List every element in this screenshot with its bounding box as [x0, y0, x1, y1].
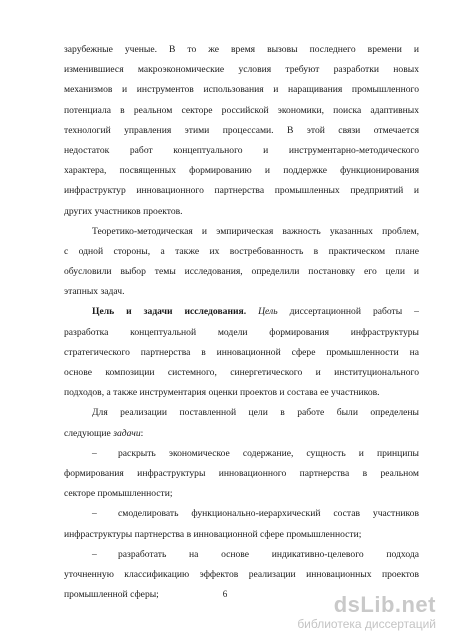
text-line: Для реализации поставленной цели в работе были определены [92, 407, 419, 419]
goal-heading-line [64, 302, 419, 322]
text-line: подходов, а также инструментария оценки проектов и состава ее участников. [64, 387, 380, 399]
text-line: обусловили выбор темы исследования, определили постановку его цели и [64, 266, 419, 278]
text-line: механизмов и инструментов использования и наращивания промышленного [64, 84, 419, 96]
text-line: других участников проектов. [64, 205, 183, 217]
tasks-label: задачи [113, 427, 141, 439]
goal-label: Цель [258, 306, 278, 318]
text-line: потенциала в реальном секторе российской экономики, поиска адаптивных [64, 104, 419, 116]
task-text: раскрыть экономическое содержание, сущность и принципы [118, 447, 419, 459]
dash-marker: – [92, 447, 97, 459]
text-line: недостаток работ концептуального и инструментарно-методического [64, 144, 419, 156]
task-item-first-line [64, 504, 419, 524]
text-line: зарубежные ученые. В то же время вызовы последнего времени и [64, 44, 419, 55]
text-line: с одной стороны, а также их востребованность в практическом плане [64, 245, 419, 257]
goal-heading: Цель и задачи исследования. [92, 306, 247, 318]
tasks-intro-suffix: : [140, 427, 144, 439]
dash-marker: – [92, 548, 97, 560]
text-line: характера, посвященных формированию и поддержке функционирования [64, 165, 419, 177]
watermark-logo: dsLib.net [333, 592, 436, 617]
body-text [64, 40, 419, 605]
text-line: уточненную классификацию эффектов реализации инновационных проектов [64, 568, 419, 580]
task-item-first-line [64, 545, 419, 565]
goal-text: диссертационной работы – [289, 306, 419, 318]
task-item-first-line [64, 444, 419, 464]
text-line: инфраструктуры партнерства в инновационной сфере промышленности; [64, 528, 362, 540]
task-text: разработать на основе индикативно-целевого подхода [118, 548, 419, 560]
text-line: стратегического партнерства в инновационной сфере промышленности на [64, 346, 419, 358]
text-line: секторе промышленности; [64, 488, 173, 500]
text-line: промышленной сферы; [64, 589, 159, 601]
text-line: разработка концептуальной модели формирования инфраструктуры [64, 326, 419, 338]
dash-marker: – [92, 508, 97, 520]
tasks-intro-prefix: следующие [64, 427, 111, 439]
page-number: 6 [222, 589, 228, 599]
text-line: формирования инфраструктуры инновационного партнерства в реальном [64, 467, 419, 479]
tasks-intro-line [64, 424, 419, 444]
text-line: инфраструктур инновационного партнерства промышленных предприятий и [64, 185, 419, 197]
task-text: смоделировать функционально-иерархический состав участников [118, 508, 419, 520]
text-line: Теоретико-методическая и эмпирическая важность указанных проблем, [92, 225, 419, 237]
text-line: основе композиции системного, синергетического и институционального [64, 367, 419, 378]
text-line: этапных задач. [64, 286, 125, 298]
text-line: изменившиеся макроэкономические условия требуют разработки новых [64, 64, 419, 76]
watermark[interactable] [297, 593, 436, 631]
watermark-subtitle: библиотека диссертаций [297, 617, 436, 631]
text-line: технологий управления этими процессами. В этой связи отмечается [64, 124, 419, 136]
